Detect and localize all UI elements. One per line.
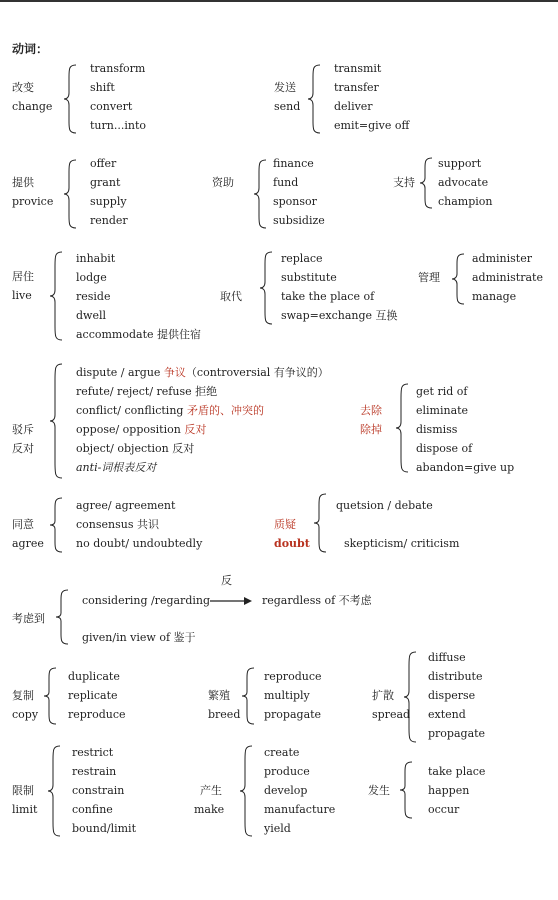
refute-label-zh2: 反对 [12, 442, 34, 455]
top-rule [0, 0, 558, 2]
remove-item: get rid of [416, 385, 468, 398]
make-item: produce [264, 765, 310, 778]
refute-item: object/ objection 反对 [76, 442, 195, 455]
limit-item: confine [72, 803, 113, 816]
make-item: yield [264, 822, 291, 835]
limit-label-en: limit [12, 803, 38, 816]
provide-item: offer [90, 157, 117, 170]
provide-label-en: provice [12, 195, 54, 208]
copy-item: replicate [68, 689, 118, 702]
send-item: transmit [334, 62, 382, 75]
agree-item: consensus 共识 [76, 518, 159, 531]
spread-label-en: spread [372, 708, 411, 721]
remove-label-zh2: 除掉 [360, 423, 382, 436]
breed-item: multiply [264, 689, 310, 702]
consider-label-zh: 考虑到 [12, 612, 45, 625]
manage-label-zh: 管理 [418, 271, 440, 284]
limit-item: restrict [72, 746, 114, 759]
change-item: transform [90, 62, 146, 75]
live-item: lodge [76, 271, 107, 284]
send-brace [308, 65, 322, 133]
live-item: accommodate 提供住宿 [76, 328, 202, 341]
fund-label-zh: 资助 [212, 176, 234, 189]
manage-item: administrate [472, 271, 543, 284]
send-item: transfer [334, 81, 379, 94]
breed-item: propagate [264, 708, 322, 721]
spread-item: distribute [428, 670, 483, 683]
agree-label-en: agree [12, 537, 44, 550]
copy-brace [44, 668, 58, 724]
refute-brace [50, 364, 64, 478]
remove-label-zh: 去除 [360, 404, 382, 417]
consider-item: considering /regarding [82, 594, 210, 607]
opposite-label: 反 [221, 574, 232, 587]
support-item: advocate [438, 176, 489, 189]
refute-label-zh: 驳斥 [12, 423, 34, 436]
remove-item: abandon=give up [416, 461, 515, 474]
live-item: dwell [76, 309, 107, 322]
remove-item: eliminate [416, 404, 469, 417]
happen-item: happen [428, 784, 470, 797]
make-item: develop [264, 784, 308, 797]
doubt-item: quetsion / debate [336, 499, 433, 512]
spread-item: diffuse [428, 651, 466, 664]
copy-item: reproduce [68, 708, 126, 721]
make-label-zh: 产生 [200, 784, 222, 797]
limit-item: bound/limit [72, 822, 136, 835]
breed-brace [242, 668, 256, 724]
provide-item: render [90, 214, 128, 227]
support-item: champion [438, 195, 493, 208]
limit-item: restrain [72, 765, 117, 778]
regardless-label: regardless of 不考虑 [262, 594, 372, 607]
spread-item: extend [428, 708, 466, 721]
make-brace [240, 746, 254, 836]
send-label-en: send [274, 100, 301, 113]
support-item: support [438, 157, 482, 170]
remove-item: dispose of [416, 442, 473, 455]
replace-item: take the place of [281, 290, 375, 303]
breed-label-zh: 繁殖 [208, 689, 230, 702]
doubt-brace [314, 494, 328, 552]
limit-item: constrain [72, 784, 125, 797]
agree-label-zh: 同意 [12, 518, 34, 531]
spread-label-zh: 扩散 [372, 689, 394, 702]
live-label-en: live [12, 289, 32, 302]
page-heading: 动词： [12, 42, 49, 56]
spread-item: propagate [428, 727, 486, 740]
happen-item: take place [428, 765, 486, 778]
happen-brace [400, 762, 414, 818]
arrow-right-icon [210, 594, 254, 608]
change-label-zh: 改变 [12, 81, 34, 94]
remove-item: dismiss [416, 423, 458, 436]
copy-label-en: copy [12, 708, 39, 721]
make-item: manufacture [264, 803, 336, 816]
agree-item: agree/ agreement [76, 499, 176, 512]
refute-item: anti-词根表反对 [76, 461, 157, 474]
change-label-en: change [12, 100, 53, 113]
fund-brace [254, 160, 268, 228]
agree-brace [50, 498, 64, 552]
refute-item: conflict/ conflicting 矛盾的、冲突的 [76, 404, 264, 417]
change-item: shift [90, 81, 115, 94]
provide-label-zh: 提供 [12, 176, 34, 189]
fund-item: subsidize [273, 214, 325, 227]
live-item: reside [76, 290, 111, 303]
copy-item: duplicate [68, 670, 120, 683]
doubt-item: skepticism/ criticism [344, 537, 460, 550]
make-item: create [264, 746, 300, 759]
support-brace [420, 158, 434, 208]
support-label-zh: 支持 [393, 176, 415, 189]
change-item: convert [90, 100, 133, 113]
replace-item: swap=exchange 互换 [281, 309, 398, 322]
change-item: turn...into [90, 119, 146, 132]
replace-brace [260, 252, 274, 324]
happen-label-zh: 发生 [368, 784, 390, 797]
remove-brace [396, 384, 410, 472]
manage-item: manage [472, 290, 517, 303]
replace-item: replace [281, 252, 323, 265]
refute-item: dispute / argue 争议（controversial 有争议的） [76, 366, 329, 379]
limit-label-zh: 限制 [12, 784, 34, 797]
doubt-label-en: doubt [274, 537, 310, 550]
spread-brace [404, 652, 418, 742]
fund-item: fund [273, 176, 299, 189]
replace-label-zh: 取代 [220, 290, 242, 303]
breed-item: reproduce [264, 670, 322, 683]
manage-item: administer [472, 252, 532, 265]
fund-item: finance [273, 157, 314, 170]
happen-item: occur [428, 803, 460, 816]
agree-item: no doubt/ undoubtedly [76, 537, 203, 550]
send-item: deliver [334, 100, 373, 113]
consider-brace [56, 590, 70, 644]
limit-brace [48, 746, 62, 836]
provide-item: grant [90, 176, 121, 189]
refute-item: oppose/ opposition 反对 [76, 423, 207, 436]
replace-item: substitute [281, 271, 337, 284]
live-brace [50, 252, 64, 340]
live-item: inhabit [76, 252, 116, 265]
live-label-zh: 居住 [12, 270, 34, 283]
spread-item: disperse [428, 689, 476, 702]
doubt-label-zh: 质疑 [274, 518, 296, 531]
breed-label-en: breed [208, 708, 241, 721]
fund-item: sponsor [273, 195, 317, 208]
provide-item: supply [90, 195, 127, 208]
change-brace [64, 65, 78, 133]
send-label-zh: 发送 [274, 81, 296, 94]
send-item: emit=give off [334, 119, 410, 132]
copy-label-zh: 复制 [12, 689, 34, 702]
make-label-en: make [194, 803, 225, 816]
provide-brace [64, 160, 78, 228]
refute-item: refute/ reject/ refuse 拒绝 [76, 385, 218, 398]
manage-brace [452, 254, 466, 304]
consider-item: given/in view of 鉴于 [82, 631, 196, 644]
